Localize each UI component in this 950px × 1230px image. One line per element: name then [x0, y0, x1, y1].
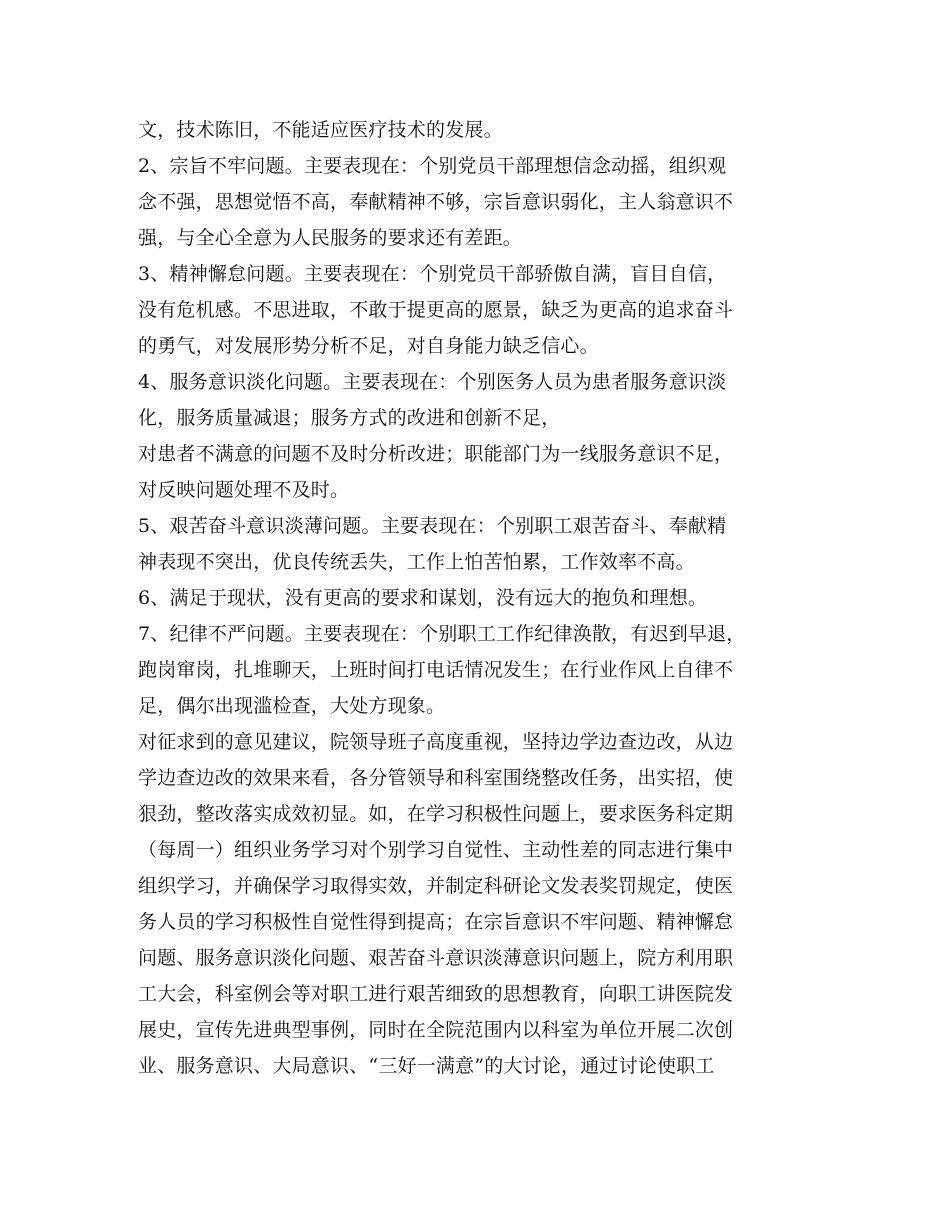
text-line: 组织学习，并确保学习取得实效，并制定科研论文发表奖罚规定，使医	[138, 875, 734, 897]
text-line: 文，技术陈旧，不能适应医疗技术的发展。	[138, 119, 503, 141]
text-line: 神表现不突出，优良传统丢失，工作上怕苦怕累，工作效率不高。	[138, 551, 695, 573]
text-line: 没有危机感。不思进取，不敢于提更高的愿景，缺乏为更高的追求奋斗	[138, 299, 734, 321]
text-line: 工大会，科室例会等对职工进行艰苦细致的思想教育，向职工讲医院发	[138, 983, 734, 1005]
text-line: （每周一）组织业务学习对个别学习自觉性、主动性差的同志进行集中	[138, 839, 734, 861]
text-line: 化，服务质量减退；服务方式的改进和创新不足，	[138, 407, 561, 429]
text-line: 问题、服务意识淡化问题、艰苦奋斗意识淡薄意识问题上，院方利用职	[138, 947, 734, 969]
text-line: 学边查边改的效果来看，各分管领导和科室围绕整改任务，出实招，使	[138, 767, 734, 789]
text-line: 2、宗旨不牢问题。主要表现在：个别党员干部理想信念动摇，组织观	[138, 155, 727, 177]
text-line: 4、服务意识淡化问题。主要表现在：个别医务人员为患者服务意识淡	[138, 371, 727, 393]
text-line: 对征求到的意见建议，院领导班子高度重视，坚持边学边查边改，从边	[138, 731, 734, 753]
text-line: 强，与全心全意为人民服务的要求还有差距。	[138, 227, 523, 249]
text-line: 对患者不满意的问题不及时分析改进；职能部门为一线服务意识不足，	[138, 443, 734, 465]
text-line: 的勇气，对发展形势分析不足，对自身能力缺乏信心。	[138, 335, 599, 357]
text-line: 业、服务意识、大局意识、“三好一满意”的大讨论，通过讨论使职工	[138, 1055, 715, 1077]
text-line: 跑岗窜岗，扎堆聊天，上班时间打电话情况发生；在行业作风上自律不	[138, 659, 734, 681]
text-line: 狠劲，整改落实成效初显。如，在学习积极性问题上，要求医务科定期	[138, 803, 734, 825]
text-line: 足，偶尔出现滥检查，大处方现象。	[138, 695, 446, 717]
text-line: 务人员的学习积极性自觉性得到提高；在宗旨意识不牢问题、精神懈怠	[138, 911, 734, 933]
text-line: 展史，宣传先进典型事例，同时在全院范围内以科室为单位开展二次创	[138, 1019, 734, 1041]
body-text	[138, 112, 828, 1084]
text-line: 7、纪律不严问题。主要表现在：个别职工工作纪律涣散，有迟到早退，	[138, 623, 746, 645]
text-line: 5、艰苦奋斗意识淡薄问题。主要表现在：个别职工艰苦奋斗、奉献精	[138, 515, 727, 537]
text-line: 6、满足于现状，没有更高的要求和谋划，没有远大的抱负和理想。	[138, 587, 708, 609]
text-line: 对反映问题处理不及时。	[138, 479, 350, 501]
text-line: 3、精神懈怠问题。主要表现在：个别党员干部骄傲自满，盲目自信，	[138, 263, 727, 285]
text-line: 念不强，思想觉悟不高，奉献精神不够，宗旨意识弱化，主人翁意识不	[138, 191, 734, 213]
